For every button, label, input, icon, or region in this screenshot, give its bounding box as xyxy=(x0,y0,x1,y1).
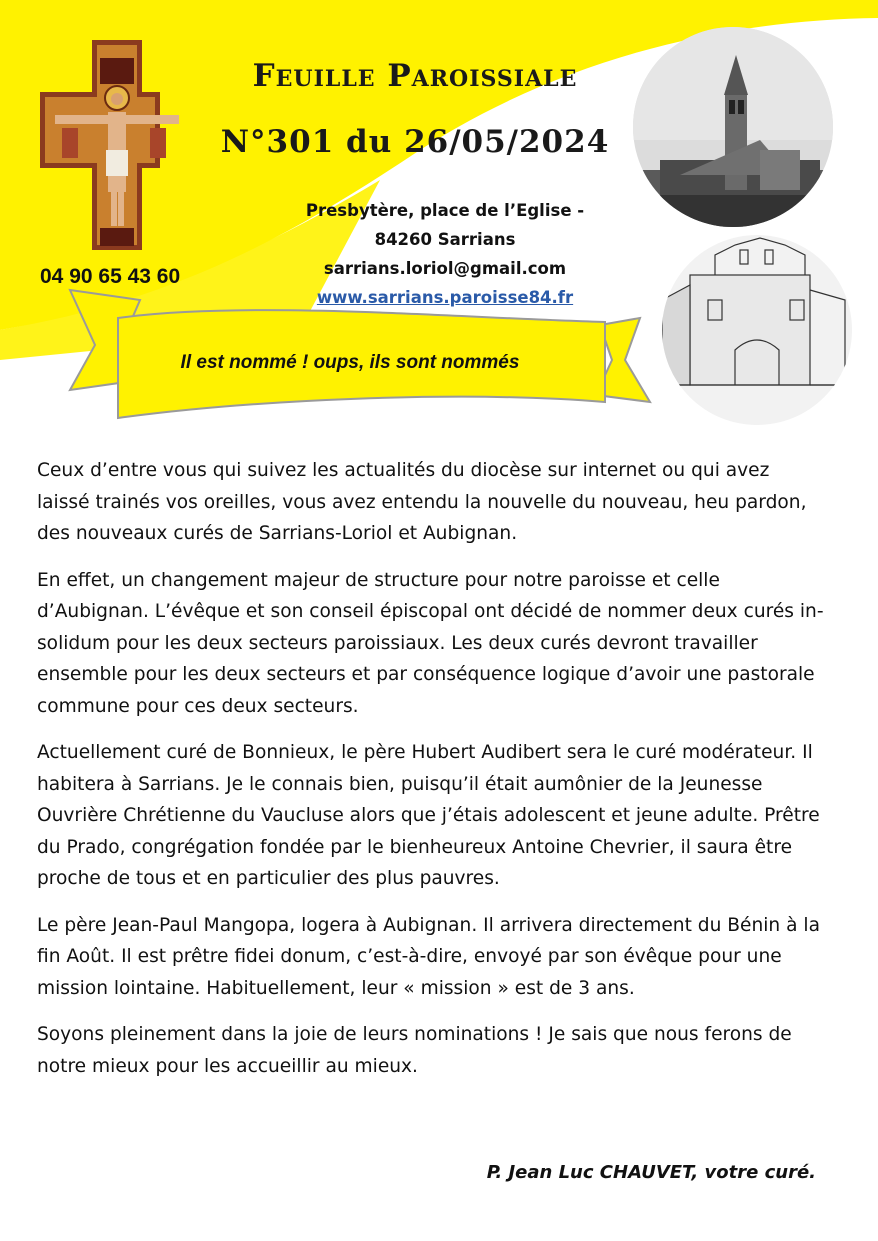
banner-headline: Il est nommé ! oups, ils sont nommés xyxy=(180,352,520,373)
contact-block xyxy=(270,196,620,312)
article-paragraph: Le père Jean-Paul Mangopa, logera à Aubignan. Il arrivera directement du Bénin à la fin Août. Il est prêtre fidei donum, c’est-à-dire, envoyé par son évêque pour une mission lointaine. Habituellement, leur « mission » est de 3 ans. xyxy=(37,914,820,999)
bulletin-number-date: N°301 du 26/05/2024 xyxy=(220,124,610,160)
article-body xyxy=(37,455,827,1097)
article-paragraph: Actuellement curé de Bonnieux, le père Hubert Audibert sera le curé modérateur. Il habitera à Sarrians. Je le connais bien, puisqu’il était aumônier de la Jeunesse Ouvrière Chrétienne du Vaucluse alors que j’étais adolescent et jeune adulte. Prêtre du Prado, congrégation fondée par le bienheureux Antoine Chevrier, il saura être proche de tous et en particulier des plus pauvres. xyxy=(37,742,820,889)
signature: P. Jean Luc CHAUVET, votre curé. xyxy=(486,1162,816,1183)
article-paragraph: En effet, un changement majeur de structure pour notre paroisse et celle d’Aubignan. L’évêque et son conseil épiscopal ont décidé de nommer deux curés in-solidum pour les deux secteurs paroissiaux. Les deux curés devront travailler ensemble pour les deux secteurs et par conséquence logique d’avoir une pastorale commune pour ces deux secteurs. xyxy=(37,569,824,717)
address-line2: 84260 Sarrians xyxy=(374,230,516,249)
article-paragraph: Ceux d’entre vous qui suivez les actualités du diocèse sur internet ou qui avez laissé trainés vos oreilles, vous avez entendu la nouvelle du nouveau, heu pardon, des nouveaux curés de Sarrians-Loriol et Aubignan. xyxy=(37,460,807,544)
website-link[interactable]: www.sarrians.paroisse84.fr xyxy=(316,288,574,307)
article-paragraph: Soyons pleinement dans la joie de leurs nominations ! Je sais que nous ferons de notre mieux pour les accueillir au mieux. xyxy=(37,1024,792,1077)
church-photo xyxy=(630,20,852,425)
phone-number: 04 90 65 43 60 xyxy=(40,265,181,288)
email-address[interactable]: sarrians.loriol@gmail.com xyxy=(323,259,567,278)
bulletin-title: Feuille Paroissiale xyxy=(252,58,578,94)
address-line1: Presbytère, place de l’Eglise - xyxy=(305,201,585,220)
